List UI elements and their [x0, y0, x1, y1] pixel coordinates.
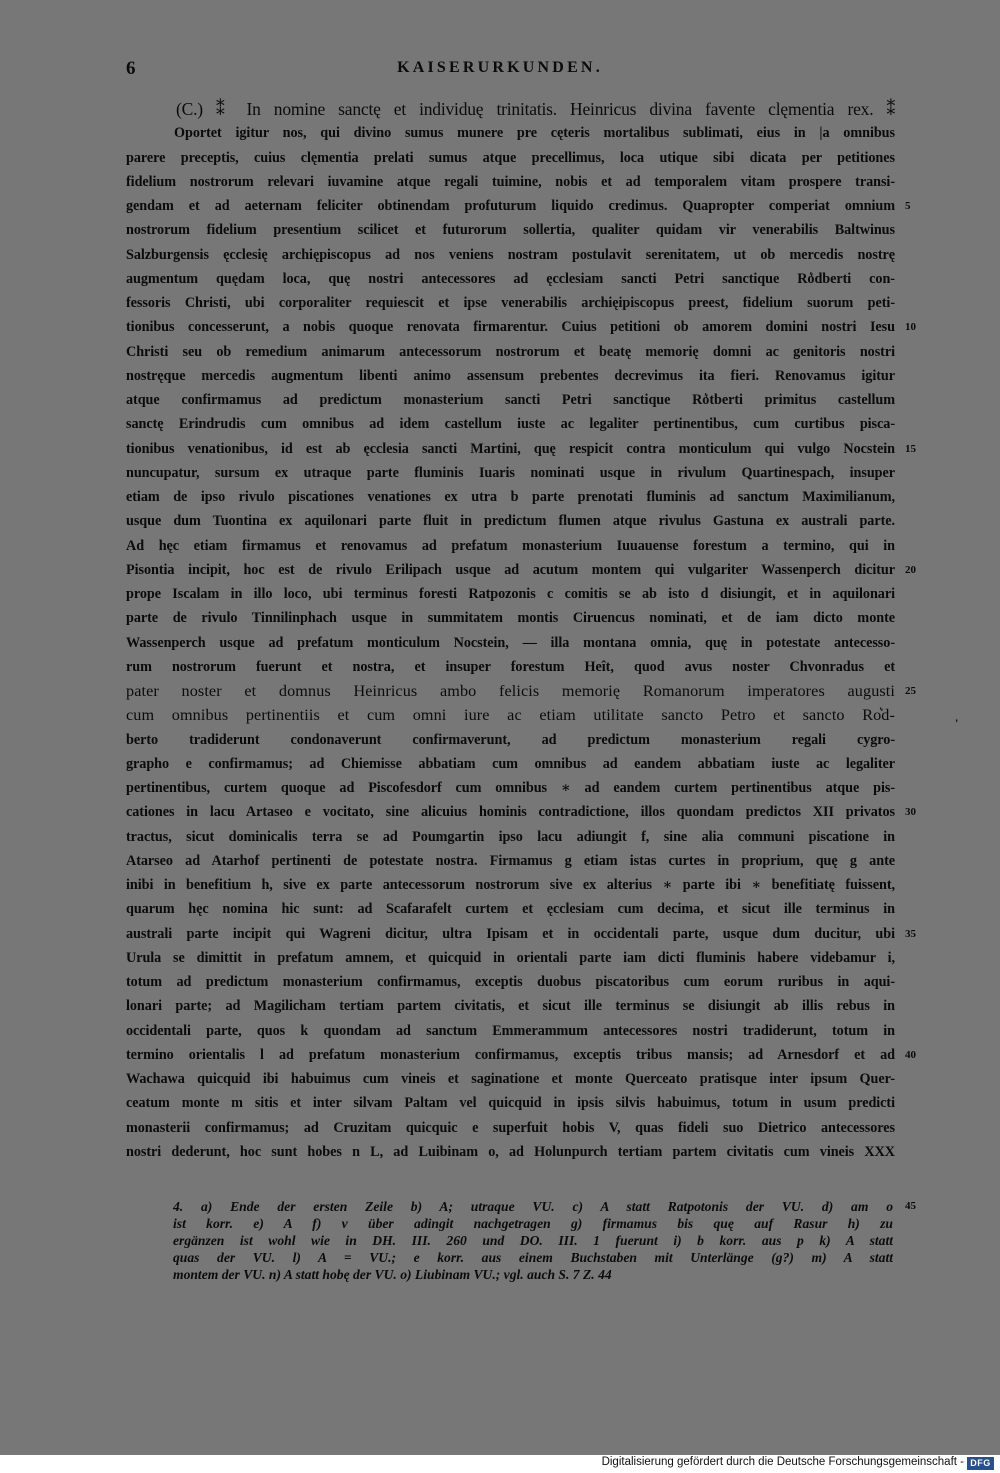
text-line: pertinentibus, curtem quoque ad Piscofesdorf cum omnibus ∗ ad eandem curtem pertinentibus atque pis- — [126, 780, 895, 796]
line-number: 15 — [905, 442, 916, 455]
text-line: sanctę Erindrudis cum omnibus ad idem castellum iuste ac legaliter pertinentibus, cum curtibus pisca- — [126, 416, 895, 433]
text-line: Ad hęc etiam firmamus et renovamus ad prefatum monasterium Iuuauense forestum a termino, qui in — [126, 537, 895, 554]
text-line: nostręque mercedis augmentum libenti animo assensum prebentes decrevimus ita fieri. Renovamus igitur — [126, 367, 895, 384]
text-line: Urula se dimittit in prefatum amnem, et quicquid in orientali parte iam dicti fluminis habere videbamur i, — [126, 949, 895, 966]
text-line: nuncupatur, sursum ex utraque parte fluminis Iuaris nominati usque in rivulum Quartinespach, insuper — [126, 464, 895, 481]
text-line — [126, 1164, 895, 1188]
line-number: 25 — [905, 685, 916, 697]
text-line: fidelium nostrorum relevari iuvamine atque regali tuimine, nobis et ad temporalem vitam prospere transi- — [126, 173, 895, 190]
text-line: parere preceptis, cuius clęmentia prelati sumus atque precellimus, loca utique sibi dicata per petitiones — [126, 149, 895, 166]
text-line: inibi in benefitium h, sive ex parte antecessorum nostrorum sive ex alterius ∗ parte ibi ∗ benefitiatę fuissent, — [126, 877, 895, 893]
text-line: tionibus venationibus, id est ab ęcclesia sancti Martini, quę respicit contra monticulum qui vulgo Nocstein — [126, 440, 895, 457]
line-number: 5 — [905, 200, 911, 212]
text-line: nostrorum fidelium presentium scilicet et futurorum sollertia, qualiter quidam vir venerabilis Baltwinus — [126, 222, 895, 239]
text-line: cum omnibus pertinentiis et cum omni iure ac etiam utilitate sancto Petro et sancto Ro͛d- — [126, 706, 895, 725]
text-line: monasterii confirmamus; ad Cruzitam quicquic e superfuit hobis V, quas fideli suo Dietrico antecessores — [126, 1119, 895, 1136]
text-line: atque confirmamus ad predictum monasterium sancti Petri sanctique Ro͛tberti primitus castellum — [126, 392, 895, 408]
footnote-line: quas der VU. l) A = VU.; e korr. aus einem Buchstaben mit Unterlänge (g?) m) A statt — [173, 1250, 893, 1265]
text-line: parte de rivulo Tinnilinphach usque in summitatem montis Ciruencus nominati, et de iam dicto monte — [126, 610, 895, 627]
text-line: Pisontia incipit, hoc est de rivulo Erilipach usque ad acutum montem qui vulgariter Wassenperch dicitur — [126, 561, 895, 578]
line-number: 20 — [905, 563, 916, 576]
text-line: tionibus concesserunt, a nobis quoque renovata firmarentur. Cuius petitioni ob amorem domini nostri Iesu — [126, 319, 895, 336]
text-line: tractus, sicut dominicalis terra se ad Poumgartin ipso lacu adiungit f, sine alia communi piscatione in — [126, 828, 895, 845]
text-line: fessoris Christi, ubi corporaliter requiescit et ipse venerabilis archięipiscopus preest, fidelium suorum peti- — [126, 295, 895, 311]
text-line: (C.) ⁑ In nomine sanctę et individuę trinitatis. Heinricus divina favente clęmentia rex. ⁑ — [176, 99, 895, 119]
footnote-line-number: 45 — [905, 1200, 916, 1212]
text-line: cationes in lacu Artaseo e vocitato, sine alicuius hominis contradictione, illos quondam predictos XII privatos — [126, 804, 895, 821]
text-line: Christi seu ob remedium animarum antecessorum nostrorum et beatę memorię domni ac genitoris nostri — [126, 343, 895, 360]
text-line: occidentali parte, quos k quondam ad sanctum Emmerammum antecessores nostri tradiderunt, totum in — [126, 1022, 895, 1039]
text-line: lonari parte; ad Magilicham tertiam partem civitatis, et sicut ille terminus se disiungit ab illis rebus in — [126, 998, 895, 1015]
line-number: 30 — [905, 806, 916, 819]
text-line: Wassenperch usque ad prefatum monticulum Nocstein, — illa montana omnia, quę in potestate antecesso- — [126, 634, 895, 651]
text-line: Salzburgensis ęcclesię archiępiscopus ad nos veniens nostram postulavit serenitatem, ut ob mercedis nostrę — [126, 246, 895, 263]
text-line: termino orientalis l ad prefatum monasterium confirmamus, exceptis tribus mansis; ad Arnesdorf et ad — [126, 1046, 895, 1063]
footnote-line: ist korr. e) A f) v über adingit nachgetragen g) firmamus bis quę auf Rasur h) zu — [173, 1216, 893, 1231]
text-line: australi parte incipit qui Wagreni dicitur, ultra Ipisam et in occidentali parte, usque dum ducitur, ubi — [126, 925, 895, 942]
text-line: totum ad predictum monasterium confirmamus, exceptis duobus piscatoribus cum eorum ruribus in aqui- — [126, 974, 895, 990]
text-line: pater noster et domnus Heinricus ambo felicis memorię Romanorum imperatores augusti — [126, 682, 895, 700]
text-line: nostri dederunt, hoc sunt hobes n L, ad Luibinam o, ad Holunpurch tertiam partem civitatis cum vineis XXX — [126, 1143, 895, 1160]
text-line: gendam et ad aeternam feliciter obtinendam profuturum liquido credimus. Quapropter comperiat omnium — [126, 198, 895, 214]
line-number: 35 — [905, 927, 916, 940]
running-title: KAISERURKUNDEN. — [397, 59, 603, 76]
page-number: 6 — [126, 58, 136, 79]
text-line: grapho e confirmamus; ad Chiemisse abbatiam cum omnibus ad eandem abbatiam iuste ac legaliter — [126, 755, 895, 772]
page-header — [0, 58, 1000, 82]
dfg-logo: DFG — [967, 1457, 994, 1470]
charter-text — [126, 97, 895, 1188]
text-line: Oportet igitur nos, qui divino sumus munere pre cęteris mortalibus sublimati, eius in |a omnibus — [174, 125, 895, 142]
footnotes — [173, 1198, 893, 1283]
footer-bar — [0, 1455, 1000, 1473]
text-line: Wachawa quicquid ibi habuimus cum vineis et saginatione et monte Querceato pratisque inter ipsum Quer- — [126, 1071, 895, 1087]
footnote-line: montem der VU. n) A statt hobę der VU. o) Liubinam VU.; vgl. auch S. 7 Z. 44 — [173, 1267, 612, 1282]
footnote-line: 4. a) Ende der ersten Zeile b) A; utraque VU. c) A statt Ratpotonis der VU. d) am o — [173, 1199, 893, 1214]
text-line: etiam de ipso rivulo piscationes venationes ex utra b parte prenotati fluminis ad sanctum Maximilianum, — [126, 489, 895, 505]
text-line: berto tradiderunt condonaverunt confirmaverunt, ad predictum monasterium regali cygro- — [126, 731, 895, 748]
line-number: 10 — [905, 321, 916, 334]
line-number: 40 — [905, 1048, 916, 1061]
text-line: Atarseo ad Atarhof pertinenti de potestate nostra. Firmamus g etiam istas curtes in proprium, quę g ante — [126, 852, 895, 869]
text-line: ceatum monte m sitis et inter silvam Paltam vel quicquid in ipsis silvis habuimus, totum in usum predicti — [126, 1095, 895, 1112]
funding-credit: Digitalisierung gefördert durch die Deutsche Forschungsgemeinschaft - — [601, 1456, 964, 1468]
footnote-line: ergänzen ist wohl wie in DH. III. 260 und DO. III. 1 fuerunt i) b korr. aus p k) A statt — [173, 1233, 893, 1248]
text-line: augmentum quędam loca, quę nostri antecessores ad ęcclesiam sancti Petri sanctique Ro͛dberti con- — [126, 270, 895, 287]
text-line: usque dum Tuontina ex aquilonari parte fluit in predictum flumen atque rivulus Gastuna ex australi parte. — [126, 513, 895, 530]
text-line: rum nostrorum fuerunt et nostra, et insuper forestum Heît, quod avus noster Chvonradus et — [126, 658, 895, 675]
text-line: prope Iscalam in illo loco, ubi terminus foresti Ratpozonis c comitis se ab isto d disiungit, et in aquilonari — [126, 586, 895, 602]
text-line: quarum hęc nomina hic sunt: ad Scafarafelt curtem et ęcclesiam cum decima, et sicut ille terminus in — [126, 901, 895, 918]
margin-mark: ' — [955, 716, 959, 730]
